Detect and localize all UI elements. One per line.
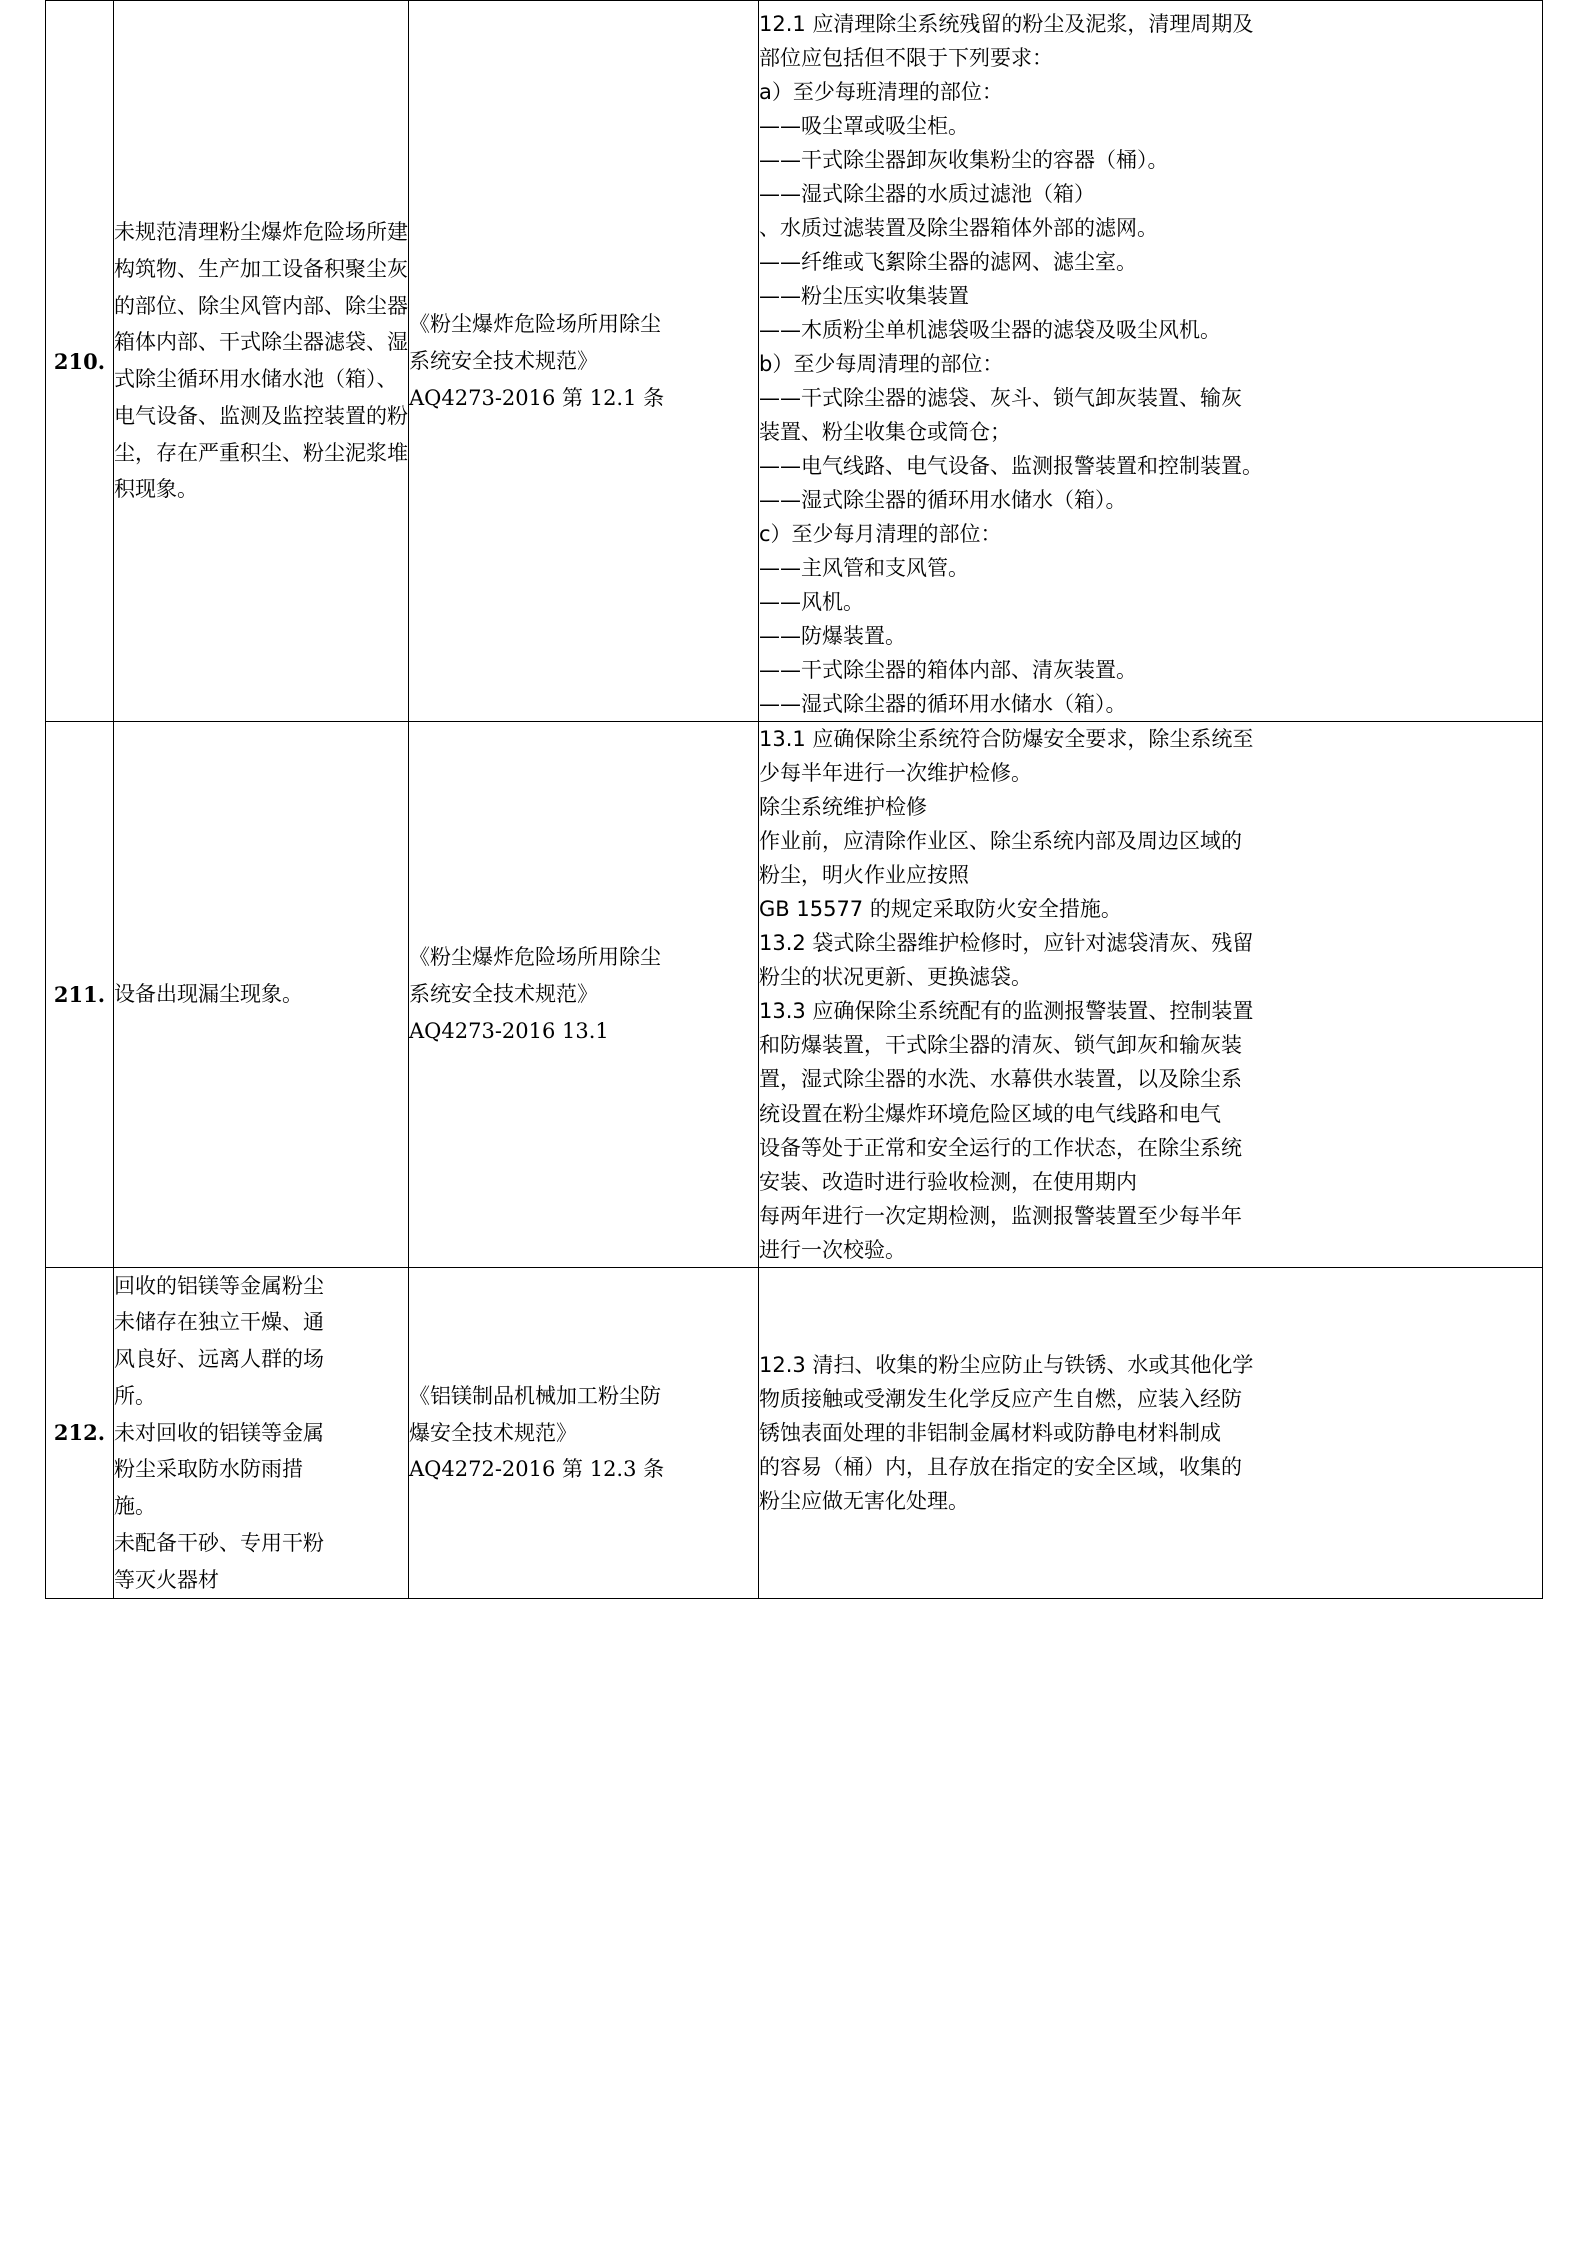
row-description-cell [114, 1267, 409, 1599]
row-description: 未规范清理粉尘爆炸危险场所建构筑物、生产加工设备积聚尘灰的部位、除尘风管内部、除尘器箱体内部、干式除尘器滤袋、湿式除尘循环用水储水池（箱）、电气设备、监测及监控装置的粉尘，存在严重积尘、粉尘泥浆堆积现象。 [114, 220, 408, 502]
table-row [46, 722, 1543, 1267]
requirement-line: 部位应包括但不限于下列要求： [759, 46, 1053, 71]
row-requirement-cell [759, 722, 1543, 1267]
requirement-line: b）至少每周清理的部位： [759, 352, 1004, 377]
standard-line: 《粉尘爆炸危险场所用除尘 [409, 312, 661, 337]
requirement-line: ——干式除尘器的滤袋、灰斗、锁气卸灰装置、输灰 [759, 386, 1242, 411]
standard-line: 《粉尘爆炸危险场所用除尘 [409, 945, 661, 970]
description-line: 施。 [114, 1494, 156, 1519]
requirement-line: 统设置在粉尘爆炸环境危险区域的电气线路和电气 [759, 1101, 1221, 1126]
requirement-line: 置，湿式除尘器的水洗、水幕供水装置，以及除尘系 [759, 1067, 1242, 1092]
requirement-line: ——电气线路、电气设备、监测报警装置和控制装置。 [759, 454, 1263, 479]
requirement-line: 安装、改造时进行验收检测，在使用期内 [759, 1169, 1137, 1194]
standard-line: 《铝镁制品机械加工粉尘防 [409, 1383, 661, 1408]
row-number: 212. [53, 1420, 106, 1446]
requirement-line: ——木质粉尘单机滤袋吸尘器的滤袋及吸尘风机。 [759, 318, 1221, 343]
requirement-line: ——干式除尘器卸灰收集粉尘的容器（桶）。 [759, 148, 1169, 173]
requirement-line: 除尘系统维护检修 [759, 795, 927, 820]
requirement-line: ——湿式除尘器的循环用水储水（箱）。 [759, 488, 1127, 513]
description-line: 回收的铝镁等金属粉尘 [114, 1273, 324, 1298]
requirement-line: 粉尘的状况更新、更换滤袋。 [759, 965, 1032, 990]
row-standard-cell [409, 1267, 759, 1599]
description-line: 风良好、远离人群的场 [114, 1347, 324, 1372]
standard-line: AQ4272-2016 第 12.3 条 [409, 1457, 665, 1482]
requirement-line: 13.2 袋式除尘器维护检修时，应针对滤袋清灰、残留 [759, 931, 1254, 956]
description-line: 等灭火器材 [114, 1567, 219, 1592]
row-description-cell [114, 722, 409, 1267]
description-line: 粉尘采取防水防雨措 [114, 1457, 303, 1482]
standard-line: AQ4273-2016 13.1 [409, 1018, 609, 1043]
row-number-cell [46, 1, 114, 722]
requirement-line: ——湿式除尘器的水质过滤池（箱） [759, 182, 1095, 207]
row-standard-cell [409, 1, 759, 722]
row-requirement-cell [759, 1267, 1543, 1599]
description-line: 所。 [114, 1383, 156, 1408]
requirement-line: 锈蚀表面处理的非铝制金属材料或防静电材料制成 [759, 1420, 1221, 1445]
requirement-line: ——防爆装置。 [759, 624, 906, 649]
requirement-line: 每两年进行一次定期检测，监测报警装置至少每半年 [759, 1203, 1242, 1228]
requirement-line: ——湿式除尘器的循环用水储水（箱）。 [759, 692, 1127, 717]
row-requirement-cell [759, 1, 1543, 722]
row-description-cell [114, 1, 409, 722]
requirement-line: 少每半年进行一次维护检修。 [759, 761, 1032, 786]
row-number-cell [46, 1267, 114, 1599]
requirement-line: 进行一次校验。 [759, 1237, 906, 1262]
requirement-line: 和防爆装置，干式除尘器的清灰、锁气卸灰和输灰装 [759, 1033, 1242, 1058]
row-number: 210. [53, 348, 106, 374]
requirement-line: 的容易（桶）内，且存放在指定的安全区域，收集的 [759, 1454, 1242, 1479]
requirement-line: 粉尘，明火作业应按照 [759, 863, 969, 888]
requirement-line: 13.1 应确保除尘系统符合防爆安全要求，除尘系统至 [759, 727, 1254, 752]
requirements-table [45, 0, 1543, 1599]
row-number: 211. [53, 981, 106, 1007]
requirement-line: 作业前，应清除作业区、除尘系统内部及周边区域的 [759, 829, 1242, 854]
requirement-line: 12.3 清扫、收集的粉尘应防止与铁锈、水或其他化学 [759, 1352, 1254, 1377]
standard-line: 系统安全技术规范》 [409, 348, 598, 373]
requirement-line: 设备等处于正常和安全运行的工作状态，在除尘系统 [759, 1135, 1242, 1160]
standard-line: 爆安全技术规范》 [409, 1420, 577, 1445]
row-number-cell [46, 722, 114, 1267]
standard-line: 系统安全技术规范》 [409, 982, 598, 1007]
requirement-line: ——干式除尘器的箱体内部、清灰装置。 [759, 658, 1137, 683]
requirement-line: ——粉尘压实收集装置 [759, 284, 969, 309]
requirement-line: 装置、粉尘收集仓或筒仓； [759, 420, 1011, 445]
table-row [46, 1267, 1543, 1599]
standard-line: AQ4273-2016 第 12.1 条 [409, 385, 665, 410]
row-description: 设备出现漏尘现象。 [114, 982, 303, 1007]
requirement-line: a）至少每班清理的部位： [759, 80, 1003, 105]
requirement-line: ——风机。 [759, 590, 864, 615]
requirement-line: GB 15577 的规定采取防火安全措施。 [759, 897, 1122, 922]
requirement-line: 12.1 应清理除尘系统残留的粉尘及泥浆，清理周期及 [759, 12, 1254, 36]
requirement-line: ——主风管和支风管。 [759, 556, 969, 581]
requirement-line: 粉尘应做无害化处理。 [759, 1488, 969, 1513]
requirement-line: ——纤维或飞絮除尘器的滤网、滤尘室。 [759, 250, 1137, 275]
requirement-line: 物质接触或受潮发生化学反应产生自燃，应装入经防 [759, 1386, 1242, 1411]
description-line: 未对回收的铝镁等金属 [114, 1420, 324, 1445]
row-standard-cell [409, 722, 759, 1267]
requirement-line: 、水质过滤装置及除尘器箱体外部的滤网。 [759, 216, 1158, 241]
requirement-line: ——吸尘罩或吸尘柜。 [759, 114, 969, 139]
requirement-line: 13.3 应确保除尘系统配有的监测报警装置、控制装置 [759, 999, 1254, 1024]
description-line: 未储存在独立干燥、通 [114, 1310, 324, 1335]
table-row [46, 1, 1543, 722]
requirement-line: c）至少每月清理的部位： [759, 522, 1002, 547]
description-line: 未配备干砂、专用干粉 [114, 1530, 324, 1555]
